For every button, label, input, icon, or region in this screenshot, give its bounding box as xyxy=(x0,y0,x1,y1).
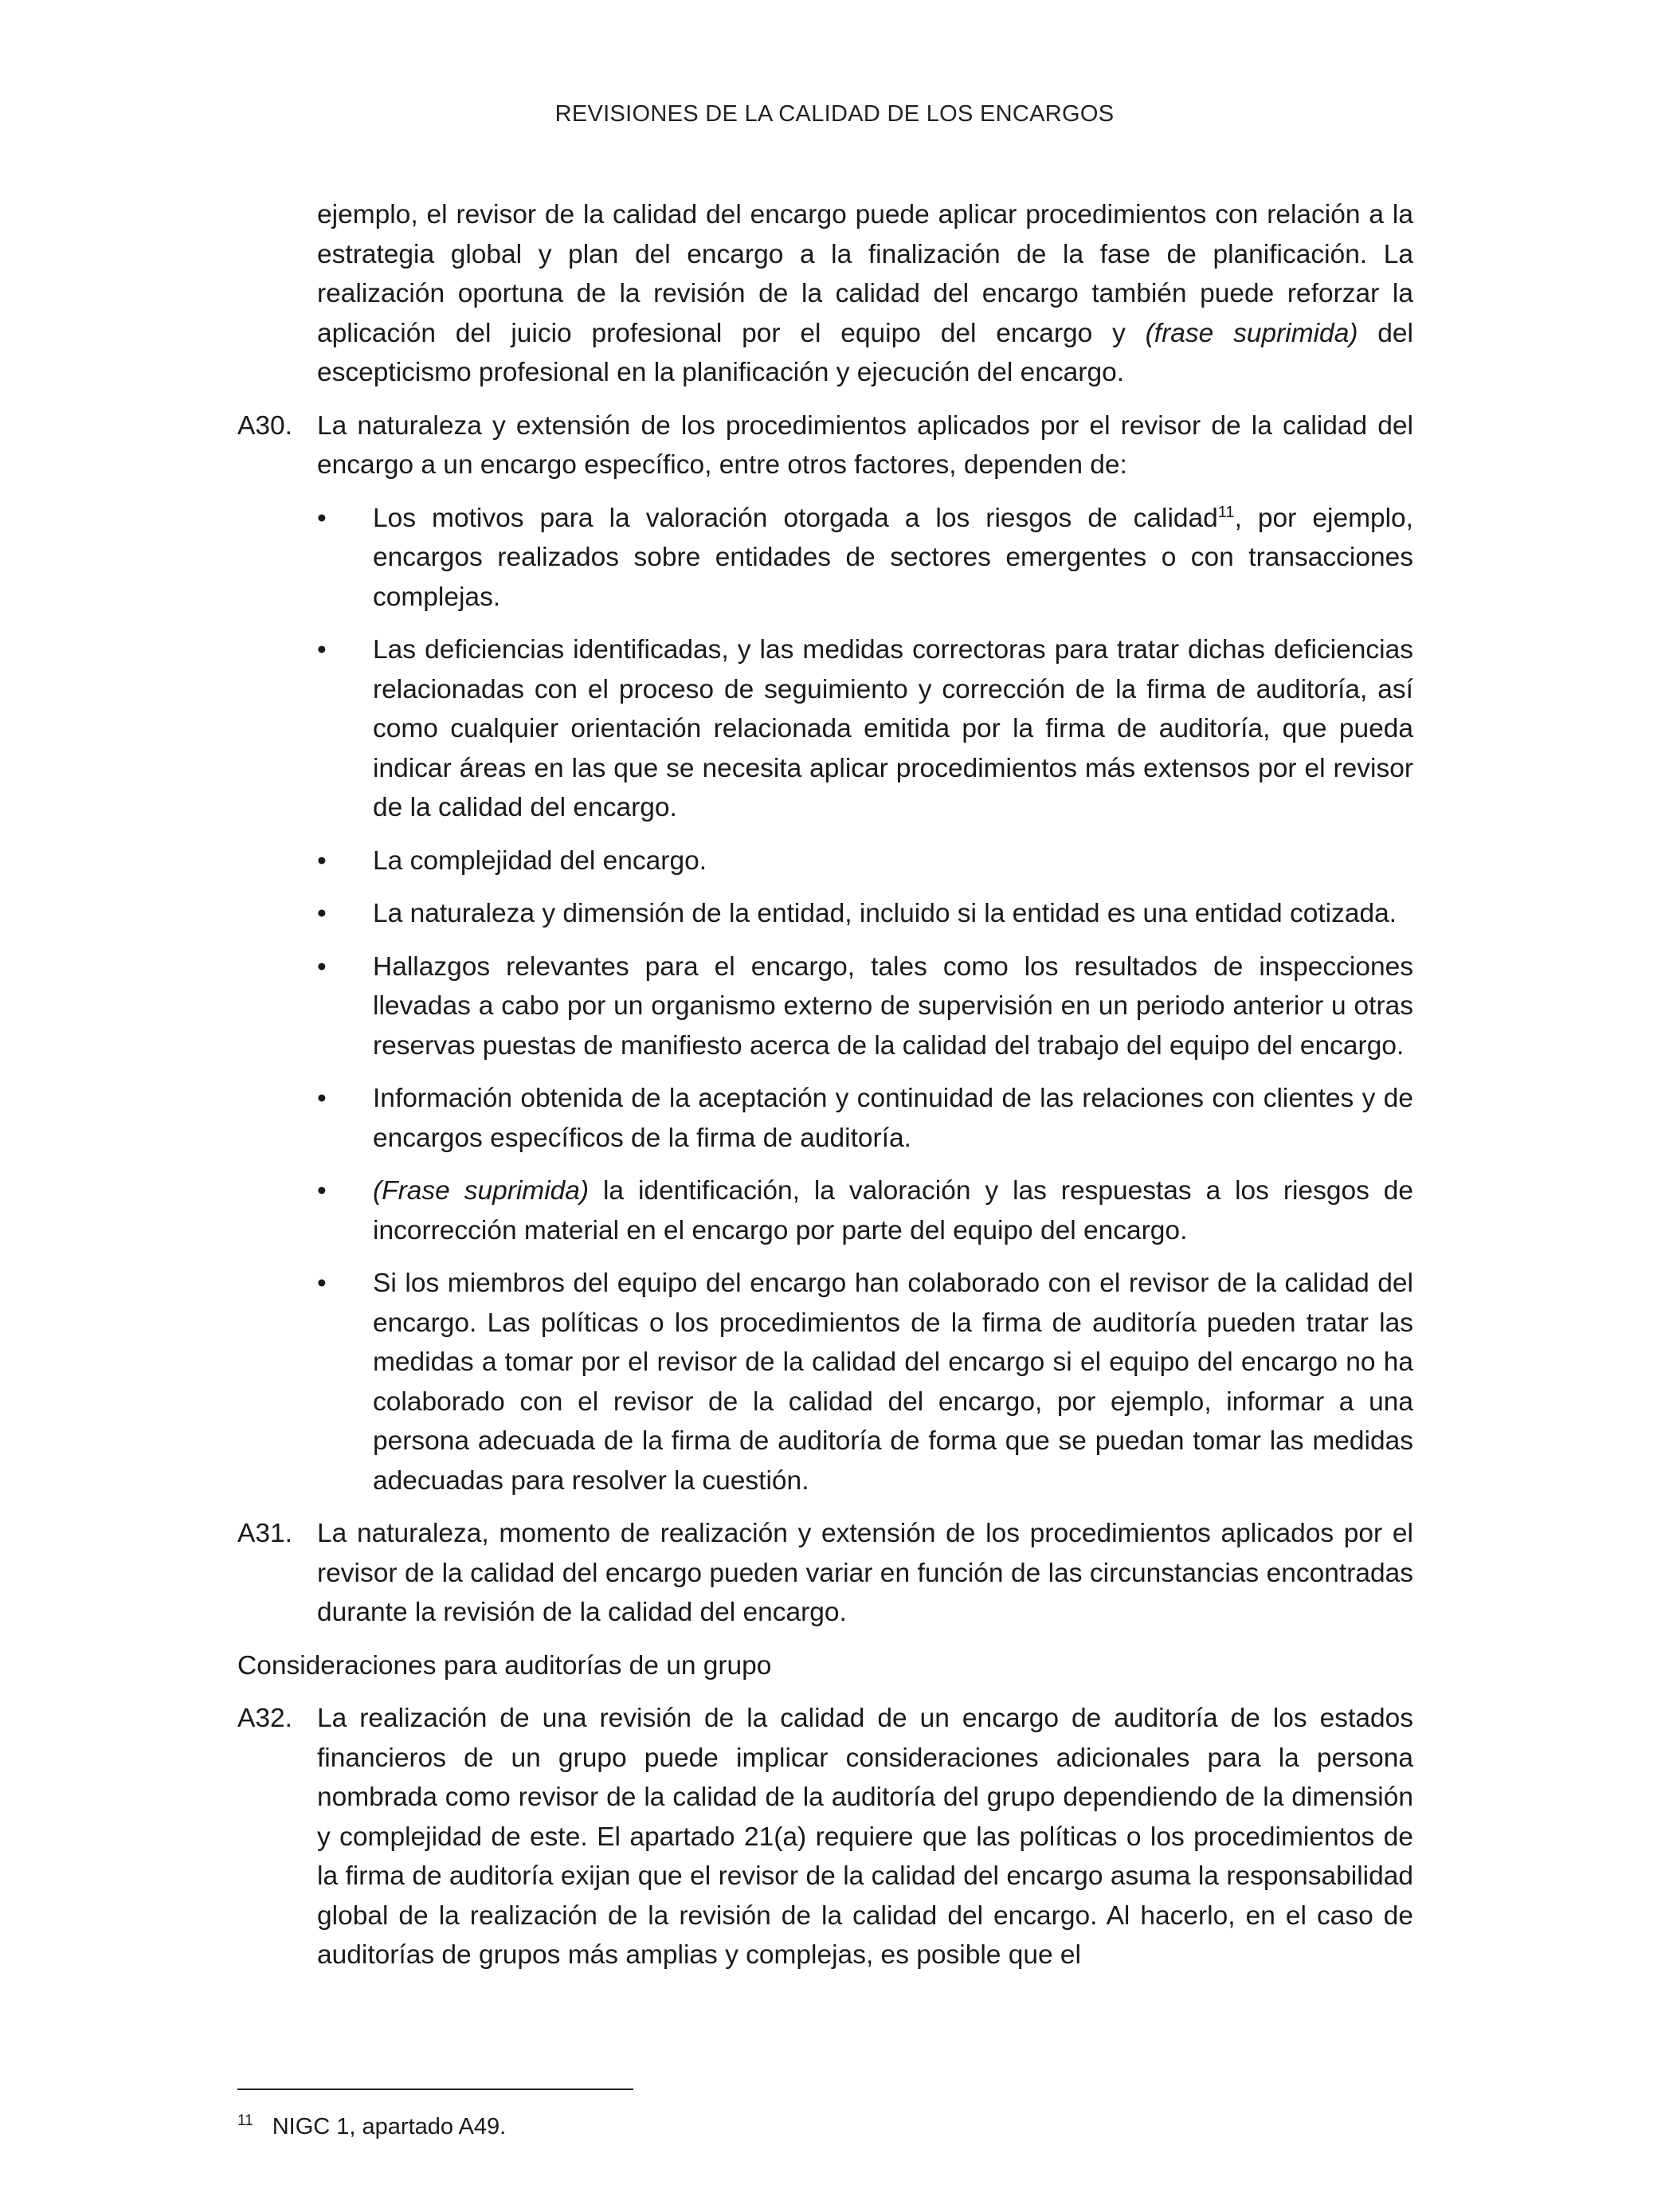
paragraph-a31 xyxy=(237,1514,1413,1633)
document-body xyxy=(237,195,1413,1989)
bullet-icon: • xyxy=(317,845,327,876)
bullet-text: la identificación, la valoración y las respuestas a los riesgos de incorrección material en el encargo por parte del equipo del encargo. xyxy=(373,1176,1413,1245)
bullet-icon: • xyxy=(317,1176,327,1206)
bullet-text: Si los miembros del equipo del encargo han colaborado con el revisor de la calidad del encargo. Las políticas o los procedimientos de la firma de auditoría pueden tratar las medidas a tomar por el revisor de la calidad del encargo si el equipo del encargo no ha colaborado con el revisor de la calidad del encargo, por ejemplo, informar a una persona adecuada de la firma de auditoría de forma que se puedan tomar las medidas adecuadas para resolver la cuestión. xyxy=(373,1269,1413,1496)
a30-bullet-list xyxy=(237,499,1413,1501)
list-item xyxy=(237,841,1413,881)
list-item xyxy=(237,630,1413,828)
footnote-reference[interactable]: 11 xyxy=(1217,503,1235,521)
intro-paragraph xyxy=(237,195,1413,393)
paragraph-number-a32: A32. xyxy=(237,1704,292,1733)
footnote-text: NIGC 1, apartado A49. xyxy=(272,2114,507,2139)
paragraph-text-a30: La naturaleza y extensión de los procedimientos aplicados por el revisor de la calidad del encargo a un encargo específico, entre otros factores, dependen de: xyxy=(317,410,1413,480)
list-item xyxy=(237,894,1413,934)
list-item xyxy=(237,947,1413,1066)
paragraph-a30 xyxy=(237,406,1413,485)
bullet-text: Las deficiencias identificadas, y las medidas correctoras para tratar dichas deficiencias relacionadas con el proceso de seguimiento y corrección de la firma de auditoría, así como cualquier orientación relacionada emitida por la firma de auditoría, que pueda indicar áreas en las que se necesita aplicar procedimientos más extensos por el revisor de la calidad del encargo. xyxy=(373,635,1413,822)
bullet-text: Hallazgos relevantes para el encargo, tales como los resultados de inspecciones llevadas a cabo por un organismo externo de supervisión en un periodo anterior u otras reservas puestas de manifiesto acerca de la calidad del trabajo del equipo del encargo. xyxy=(373,951,1413,1061)
bullet-icon: • xyxy=(317,635,327,665)
list-item xyxy=(237,499,1413,618)
bullet-text: Información obtenida de la aceptación y continuidad de las relaciones con clientes y de encargos específicos de la firma de auditoría. xyxy=(373,1084,1413,1153)
bullet-text: La complejidad del encargo. xyxy=(373,845,707,876)
paragraph-number-a30: A30. xyxy=(237,410,292,441)
bullet-icon: • xyxy=(317,899,327,928)
intro-text-end: del escepticismo profesional en la planificación y ejecución del encargo. xyxy=(317,318,1414,387)
bullet-text-continued: , por ejemplo, encargos realizados sobre entidades de sectores emergentes o con transacciones complejas. xyxy=(373,503,1413,612)
bullet-icon: • xyxy=(317,503,327,533)
footnote-separator xyxy=(237,2088,633,2090)
intro-text-start: ejemplo, el revisor de la calidad del encargo puede aplicar procedimientos con relación a la estrategia global y plan del encargo a la finalización de la fase de planificación. La realización oportuna de la revisión de la calidad del encargo también puede reforzar la aplicación del juicio profesional por el equipo del encargo y xyxy=(317,200,1413,348)
list-item xyxy=(237,1264,1413,1500)
paragraph-number-a31: A31. xyxy=(237,1519,292,1548)
footnote-number: 11 xyxy=(237,2112,253,2130)
bullet-text: La naturaleza y dimensión de la entidad, incluido si la entidad es una entidad cotizada. xyxy=(373,899,1397,928)
paragraph-a32 xyxy=(237,1699,1413,1975)
bullet-icon: • xyxy=(317,1084,327,1113)
running-header: REVISIONES DE LA CALIDAD DE LOS ENCARGOS xyxy=(554,101,1115,127)
list-item xyxy=(237,1079,1413,1158)
bullet-icon: • xyxy=(317,951,327,982)
bullet-italic-phrase: (Frase suprimida) xyxy=(373,1176,590,1206)
footnote xyxy=(237,2112,506,2141)
bullet-icon: • xyxy=(317,1269,327,1298)
intro-italic-phrase: (frase suprimida) xyxy=(1145,318,1358,348)
section-heading: Consideraciones para auditorías de un grupo xyxy=(237,1650,772,1681)
bullet-text: Los motivos para la valoración otorgada a los riesgos de calidad xyxy=(373,503,1218,533)
list-item xyxy=(237,1171,1413,1250)
paragraph-text-a32: La realización de una revisión de la calidad de un encargo de auditoría de los estados financieros de un grupo puede implicar consideraciones adicionales para la persona nombrada como revisor de la calidad de la auditoría del grupo dependiendo de la dimensión y complejidad de este. El apartado 21(a) requiere que las políticas o los procedimientos de la firma de auditoría exijan que el revisor de la calidad del encargo asuma la responsabilidad global de la realización de la revisión de la calidad del encargo. Al hacerlo, en el caso de auditorías de grupos más amplias y complejas, es posible que el xyxy=(317,1704,1413,1970)
paragraph-text-a31: La naturaleza, momento de realización y extensión de los procedimientos aplicados por el revisor de la calidad del encargo pueden variar en función de las circunstancias encontradas durante la revisión de la calidad del encargo. xyxy=(317,1519,1413,1627)
